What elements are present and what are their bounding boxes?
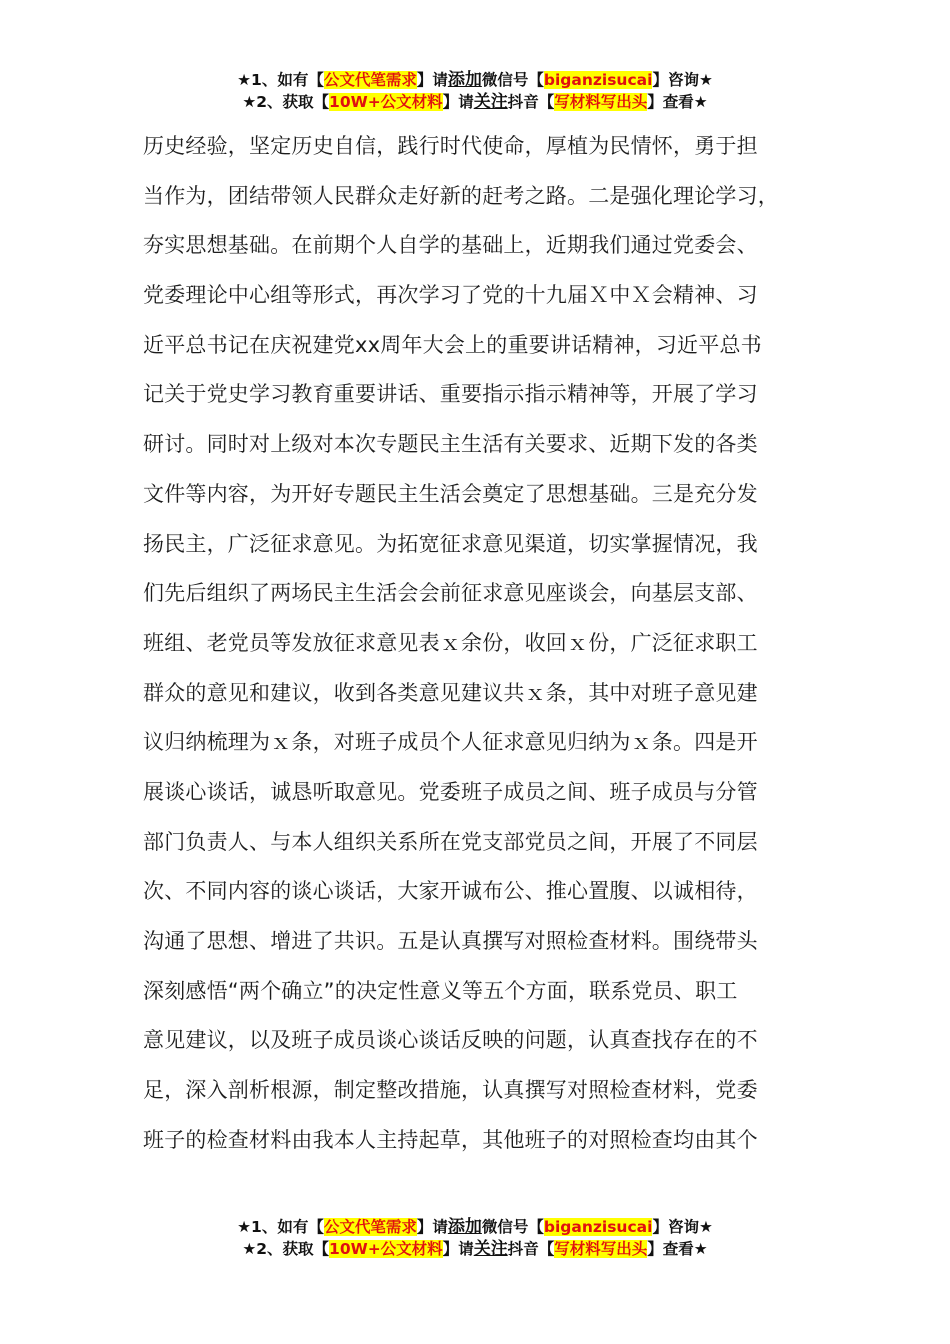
banner-emphasis: 关注 [473,1239,508,1259]
banner-text: 抖音【 [507,1240,555,1258]
banner-text: 微信号【 [481,1218,544,1236]
body-line: 近平总书记在庆祝建党xx周年大会上的重要讲话精神，习近平总书 [143,332,762,357]
banner-text: ★2、获取【 [242,1240,330,1258]
banner-text: 】查看★ [647,1240,708,1258]
highlight-service: 公文代笔需求 [323,1218,417,1236]
body-line: 们先后组织了两场民主生活会会前征求意见座谈会，向基层支部、 [143,581,758,606]
banner-text: ★1、如有【 [237,1218,324,1236]
document-body [143,126,823,1169]
body-line: 足，深入剖析根源，制定整改措施，认真撰写对照检查材料，党委 [143,1078,758,1103]
highlight-materials: 10W+公文材料 [329,93,443,111]
banner-text: 】请 [416,71,448,89]
highlight-wechat-id: biganzisucai [543,71,653,89]
header-banner [0,69,950,113]
body-line: 沟通了思想、增进了共识。五是认真撰写对照检查材料。围绕带头 [143,929,758,953]
highlight-wechat-id: biganzisucai [543,1218,653,1236]
body-line: 班子的检查材料由我本人主持起草，其他班子的对照检查均由其个 [143,1127,758,1152]
body-line: 群众的意见和建议，收到各类意见建议共ｘ条，其中对班子意见建 [143,680,758,705]
body-line: 历史经验，坚定历史自信，践行时代使命，厚植为民情怀，勇于担 [143,134,758,158]
body-line: 展谈心谈话，诚恳听取意见。党委班子成员之间、班子成员与分管 [143,779,758,804]
footer-banner [0,1216,950,1260]
banner-text: 】咨询★ [652,1218,713,1236]
banner-line-1 [0,1216,950,1238]
banner-text: 】请 [442,93,474,111]
banner-text: 】请 [416,1218,448,1236]
banner-line-2 [0,91,950,113]
body-line: 部门负责人、与本人组织关系所在党支部党员之间，开展了不同层 [143,829,758,854]
highlight-service: 公文代笔需求 [323,71,417,89]
banner-text: ★2、获取【 [242,93,330,111]
banner-line-1 [0,69,950,91]
body-line: 记关于党史学习教育重要讲话、重要指示指示精神等，开展了学习 [143,382,758,407]
body-line: 当作为，团结带领人民群众走好新的赶考之路。二是强化理论学习， [143,183,779,208]
banner-text: 】查看★ [647,93,708,111]
body-line: 研讨。同时对上级对本次专题民主生活有关要求、近期下发的各类 [143,432,758,457]
banner-text: 】请 [442,1240,474,1258]
highlight-douyin-account: 写材料写出头 [554,93,648,111]
banner-emphasis: 关注 [473,92,508,112]
banner-text: 微信号【 [481,71,544,89]
body-line: 议归纳梳理为ｘ条，对班子成员个人征求意见归纳为ｘ条。四是开 [143,730,758,755]
highlight-douyin-account: 写材料写出头 [554,1240,648,1258]
banner-text: 】咨询★ [652,71,713,89]
banner-line-2 [0,1238,950,1260]
body-line: 党委理论中心组等形式，再次学习了党的十九届Ｘ中Ｘ会精神、习 [143,283,758,308]
body-line: 次、不同内容的谈心谈话，大家开诚布公、推心置腹、以诚相待， [143,879,758,904]
body-line: 文件等内容，为开好专题民主生活会奠定了思想基础。三是充分发 [143,481,758,506]
highlight-materials: 10W+公文材料 [329,1240,443,1258]
banner-emphasis: 添加 [447,70,482,90]
body-line: 意见建议，以及班子成员谈心谈话反映的问题，认真查找存在的不 [143,1028,758,1053]
banner-emphasis: 添加 [447,1217,482,1237]
body-line: 深刻感悟“两个确立”的决定性意义等五个方面，联系党员、职工 [143,978,738,1003]
body-line: 夯实思想基础。在前期个人自学的基础上，近期我们通过党委会、 [143,233,758,258]
body-line: 班组、老党员等发放征求意见表ｘ余份，收回ｘ份，广泛征求职工 [143,630,758,655]
banner-text: 抖音【 [507,93,555,111]
body-line: 扬民主，广泛征求意见。为拓宽征求意见渠道，切实掌握情况，我 [143,531,758,556]
banner-text: ★1、如有【 [237,71,324,89]
